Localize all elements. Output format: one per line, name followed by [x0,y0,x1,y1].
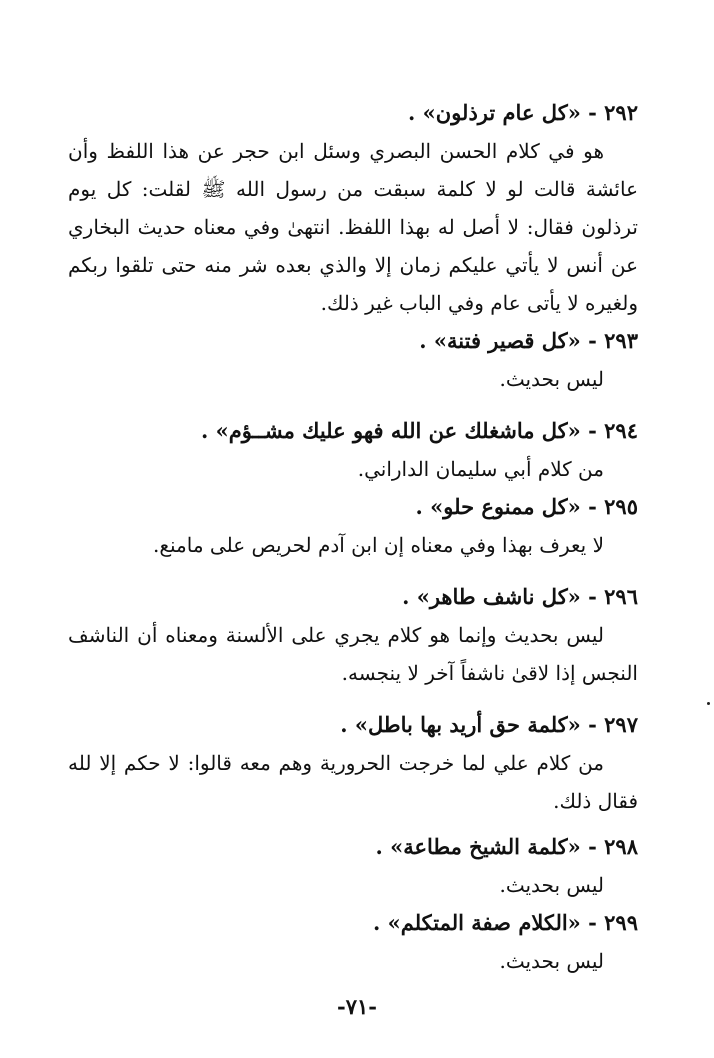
entry-297 [68,706,638,820]
entry-title: ٢٩٧ - «كلمة حق أريد بها باطل» . [340,712,638,737]
scan-speck [707,702,710,705]
entry-title: ٢٩٤ - «كل ماشغلك عن الله فهو عليك مشــؤم» . [200,418,638,443]
spacer [68,398,638,412]
entry-heading: «كل ناشف طاهر» [416,584,581,609]
entry-heading: «الكلام صفة المتكلم» [387,910,581,935]
entry-heading: «كلمة الشيخ مطاعة» [390,834,581,859]
entry-number: ٢٩٣ [604,328,638,353]
entry-298 [68,828,638,904]
spacer [68,564,638,578]
entry-296 [68,578,638,692]
entry-heading: «كل عام ترذلون» [422,100,581,125]
entry-body: من كلام أبي سليمان الداراني. [357,457,604,481]
entry-title: ٢٩٨ - «كلمة الشيخ مطاعة» . [375,834,638,859]
entry-body: ليس بحديث. [499,873,604,897]
entry-body: لا يعرف بهذا وفي معناه إن ابن آدم لحريص على مامنع. [153,533,604,557]
entry-number: ٢٩٢ [604,100,638,125]
entry-292 [68,94,638,322]
entry-body: من كلام علي لما خرجت الحرورية وهم معه قالوا: لا حكم إلا لله فقال ذلك. [68,751,638,813]
entry-body: ليس بحديث وإنما هو كلام يجري على الألسنة ومعناه أن الناشف النجس إذا لاقىٰ ناشفاً آخر لا ينجسه. [68,623,638,685]
entry-294 [68,412,638,488]
entry-body: هو في كلام الحسن البصري وسئل ابن حجر عن هذا اللفظ وأن عائشة قالت لو لا كلمة سبقت من رسول الله ﷺ لقلت: كل يوم ترذلون فقال: لا أصل له بهذا اللفظ. انتهىٰ وفي معناه حديث البخاري عن أنس لا يأتي عليكم زمان إلا والذي بعده شر منه حتى تلقوا ربكم ولغيره لا يأتى عام وفي الباب غير ذلك. [68,139,639,315]
entry-299 [68,904,638,980]
entry-body: ليس بحديث. [499,949,604,973]
entry-number: ٢٩٥ [604,494,638,519]
entry-295 [68,488,638,564]
entry-title: ٢٩٢ - «كل عام ترذلون» . [408,100,638,125]
entry-number: ٢٩٩ [604,910,638,935]
entry-title: ٢٩٩ - «الكلام صفة المتكلم» . [373,910,638,935]
entries-list [68,94,638,980]
entry-heading: «كل ماشغلك عن الله فهو عليك مشــؤم» [215,418,581,443]
entry-title: ٢٩٦ - «كل ناشف طاهر» . [402,584,638,609]
entry-number: ٢٩٨ [604,834,638,859]
entry-number: ٢٩٤ [604,418,638,443]
entry-heading: «كل قصير فتنة» [433,328,581,353]
entry-heading: «كلمة حق أريد بها باطل» [354,712,581,737]
entry-body: ليس بحديث. [499,367,604,391]
entry-heading: «كل ممنوع حلو» [430,494,581,519]
entry-title: ٢٩٣ - «كل قصير فتنة» . [419,328,638,353]
entry-number: ٢٩٧ [604,712,638,737]
entry-number: ٢٩٦ [604,584,638,609]
spacer [68,820,638,828]
entry-293 [68,322,638,398]
spacer [68,692,638,706]
page-number: -٧١- [337,994,377,1019]
entry-title: ٢٩٥ - «كل ممنوع حلو» . [415,494,638,519]
